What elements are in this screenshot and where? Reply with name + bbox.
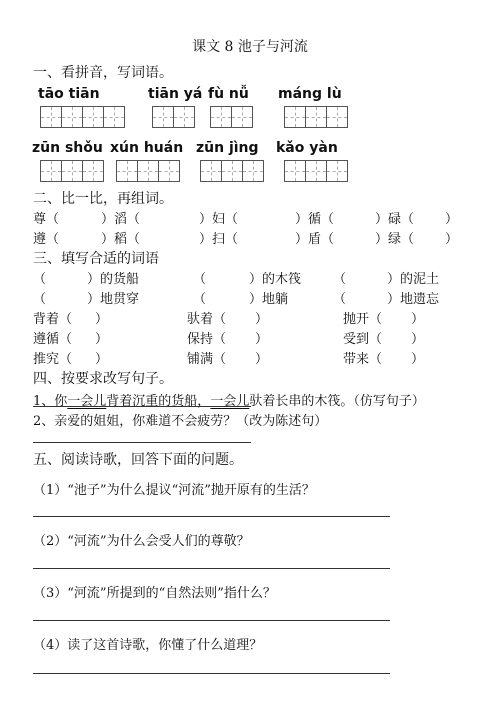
- fill-cell: ）: [411, 312, 425, 327]
- pinyin-8: kǎo yàn: [276, 140, 338, 156]
- compare-cell: ）妇（: [199, 212, 239, 227]
- pinyin-3: fù nǚ: [208, 86, 249, 102]
- rewrite-q1-part: 驮着长串的木筏。（仿写句子）: [249, 394, 425, 409]
- fill-cell: ）: [255, 352, 269, 367]
- section-2-heading: 二、比一比，再组词。: [33, 191, 173, 207]
- compare-cell: ）循（: [295, 212, 335, 227]
- tianzige-2[interactable]: [152, 106, 194, 128]
- fill-cell: ）的木筏: [249, 272, 302, 287]
- fill-cell: ）: [255, 312, 269, 327]
- fill-cell: ）: [411, 352, 425, 367]
- fill-cell: 保持（: [187, 332, 227, 347]
- section-3-heading: 三、填写合适的词语: [33, 251, 159, 267]
- tianzige-8[interactable]: [284, 160, 347, 182]
- tianzige-3[interactable]: [210, 106, 252, 128]
- rewrite-question-2: 2、亲爱的姐姐，你难道不会疲劳？（改为陈述句）: [33, 414, 328, 429]
- tianzige-1[interactable]: [40, 106, 124, 128]
- compare-cell: ）: [445, 232, 459, 247]
- pinyin-7: zūn jìng: [196, 140, 259, 156]
- fill-cell: ）地遗忘: [387, 292, 440, 307]
- page-title: 课文 8 池子与河流: [192, 39, 308, 55]
- fill-cell: ）: [95, 312, 109, 327]
- rewrite-q1-underlined: 一会儿: [210, 394, 250, 409]
- section-5-heading: 五、阅读诗歌，回答下面的问题。: [33, 452, 243, 468]
- rewrite-q1-part: 1、你: [33, 394, 68, 409]
- answer-line[interactable]: [33, 516, 390, 517]
- pinyin-1: tāo tiān: [38, 86, 100, 102]
- fill-cell: ）地躺: [249, 292, 289, 307]
- fill-cell: ）: [95, 352, 109, 367]
- section-4-heading: 四、按要求改写句子。: [33, 371, 173, 387]
- rewrite-q1-part: 背着沉重的货船，: [106, 394, 211, 409]
- answer-line[interactable]: [33, 442, 251, 443]
- fill-cell: ）地贯穿: [87, 292, 140, 307]
- fill-cell: （: [193, 272, 207, 287]
- fill-cell: 受到（: [343, 332, 383, 347]
- fill-cell: 背着（: [33, 312, 73, 327]
- fill-cell: ）: [411, 332, 425, 347]
- reading-question-1: （1）“池子”为什么提议“河流”抛开原有的生活？: [33, 483, 315, 498]
- fill-cell: ）的货船: [87, 272, 140, 287]
- fill-cell: 带来（: [343, 352, 383, 367]
- answer-line[interactable]: [33, 673, 390, 674]
- compare-cell: ）扫（: [199, 232, 239, 247]
- tianzige-5[interactable]: [40, 160, 103, 182]
- compare-cell: ）: [445, 212, 459, 227]
- fill-cell: （: [193, 292, 207, 307]
- pinyin-5: zūn shǒu: [32, 140, 103, 156]
- fill-cell: ）: [95, 332, 109, 347]
- fill-cell: 抛开（: [343, 312, 383, 327]
- tianzige-6[interactable]: [116, 160, 179, 182]
- fill-cell: 铺满（: [187, 352, 227, 367]
- fill-cell: （: [333, 272, 347, 287]
- answer-line[interactable]: [33, 406, 251, 407]
- fill-cell: （: [33, 292, 47, 307]
- reading-question-2: （2）“河流”为什么会受人们的尊敬？: [33, 534, 250, 549]
- fill-cell: 推究（: [33, 352, 73, 367]
- tianzige-7[interactable]: [200, 160, 263, 182]
- compare-cell: ）绿（: [375, 232, 415, 247]
- answer-line[interactable]: [33, 568, 390, 569]
- reading-question-4: （4）读了这首诗歌，你懂了什么道理？: [33, 638, 263, 653]
- compare-cell: ）稻（: [101, 232, 141, 247]
- pinyin-4: máng lù: [278, 86, 342, 102]
- fill-cell: （: [333, 292, 347, 307]
- pinyin-6: xún huán: [110, 140, 184, 156]
- fill-cell: ）: [255, 332, 269, 347]
- section-1-heading: 一、看拼音，写词语。: [33, 65, 173, 81]
- fill-cell: 驮着（: [187, 312, 227, 327]
- compare-cell: 尊（: [33, 212, 60, 227]
- compare-cell: 遵（: [33, 232, 60, 247]
- pinyin-2: tiān yá: [148, 86, 203, 102]
- compare-cell: ）碌（: [375, 212, 415, 227]
- fill-cell: 遵循（: [33, 332, 73, 347]
- fill-cell: （: [33, 272, 47, 287]
- answer-line[interactable]: [33, 620, 390, 621]
- tianzige-4[interactable]: [284, 106, 347, 128]
- rewrite-q1-underlined: 一会儿: [67, 394, 107, 409]
- compare-cell: ）盾（: [295, 232, 335, 247]
- reading-question-3: （3）“河流”所提到的“自然法则”指什么？: [33, 586, 276, 601]
- fill-cell: ）的泥土: [387, 272, 440, 287]
- compare-cell: ）滔（: [101, 212, 141, 227]
